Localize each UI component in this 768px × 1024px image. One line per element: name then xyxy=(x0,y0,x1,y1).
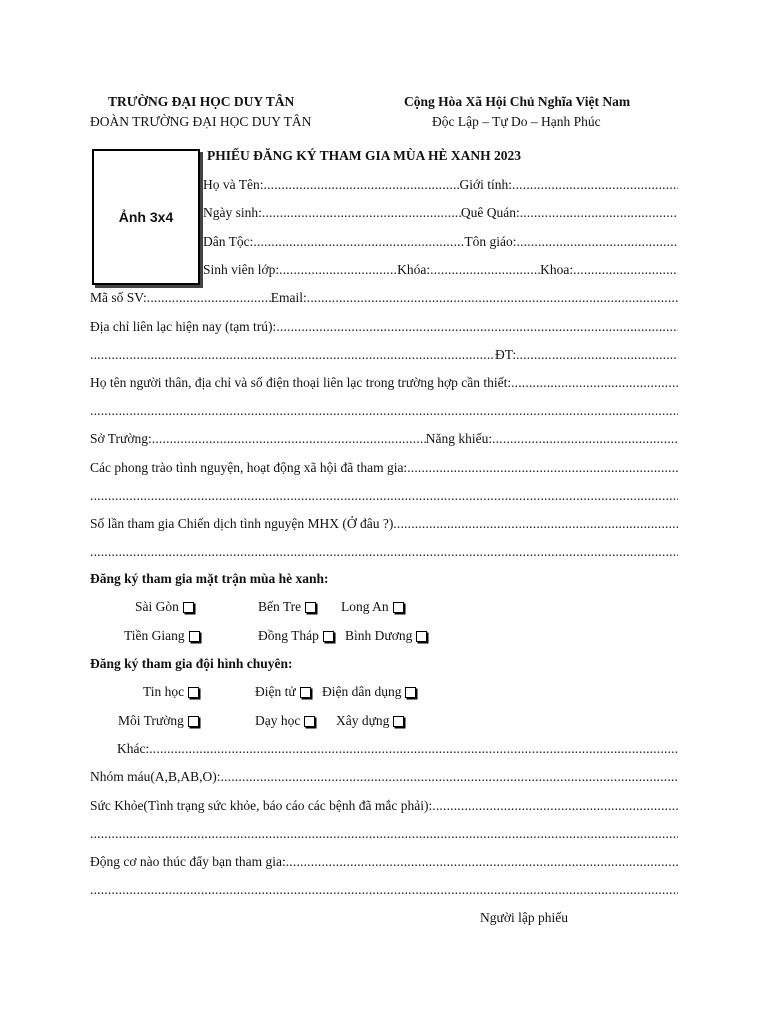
checkbox[interactable] xyxy=(183,602,194,613)
activities-label: Các phong trào tình nguyện, hoạt động xã hội đã tham gia: xyxy=(90,460,408,475)
full-name-label: Họ và Tên: xyxy=(203,177,264,192)
checkbox[interactable] xyxy=(304,716,315,727)
checkbox[interactable] xyxy=(405,687,416,698)
checkbox[interactable] xyxy=(300,687,311,698)
front-option-label: Long An xyxy=(341,599,389,614)
hometown-label: Quê Quán: xyxy=(460,205,520,220)
phone-field[interactable] xyxy=(516,346,678,364)
front-option-label: Đồng Tháp xyxy=(258,628,319,643)
row-dob-hometown xyxy=(203,204,678,222)
front-heading: Đăng ký tham gia mặt trận mùa hè xanh: xyxy=(90,571,329,586)
team-option-label: Điện dân dụng xyxy=(322,684,402,699)
team-option-diendandung[interactable] xyxy=(322,683,416,701)
other-field[interactable] xyxy=(149,740,678,758)
row-activities-cont xyxy=(90,487,678,505)
checkbox[interactable] xyxy=(189,631,200,642)
front-option-bentre[interactable] xyxy=(258,598,316,616)
form-title: PHIẾU ĐĂNG KÝ THAM GIA MÙA HÈ XANH 2023 xyxy=(207,148,522,163)
row-other xyxy=(117,740,678,758)
campaign-count-field-cont[interactable] xyxy=(90,543,678,561)
campaign-count-field[interactable] xyxy=(393,515,678,533)
photo-placeholder xyxy=(92,149,200,285)
photo-label: Ảnh 3x4 xyxy=(118,209,174,225)
row-student-id-email xyxy=(90,289,678,307)
team-option-tinhoc[interactable] xyxy=(143,683,199,701)
blood-type-field[interactable] xyxy=(221,768,679,786)
strength-label: Sở Trường: xyxy=(90,431,152,446)
checkbox[interactable] xyxy=(416,631,427,642)
dob-label: Ngày sinh: xyxy=(203,205,262,220)
relative-label: Họ tên người thân, địa chỉ và số điện thoại liên lạc trong trường hợp cần thiết: xyxy=(90,375,512,390)
team-option-label: Dạy học xyxy=(255,713,301,728)
ethnicity-field[interactable] xyxy=(253,233,464,251)
front-option-label: Bến Tre xyxy=(258,599,302,614)
relative-field[interactable] xyxy=(511,374,678,392)
national-title: Cộng Hòa Xã Hội Chủ Nghĩa Việt Nam xyxy=(404,94,631,109)
activities-field-cont[interactable] xyxy=(90,487,678,505)
checkbox[interactable] xyxy=(188,716,199,727)
address-field[interactable] xyxy=(276,318,678,336)
faculty-field[interactable] xyxy=(573,261,678,279)
student-id-label: Mã số SV: xyxy=(90,290,147,305)
team-option-xaydung[interactable] xyxy=(336,712,404,730)
strength-field[interactable] xyxy=(152,430,426,448)
school-name: TRƯỜNG ĐẠI HỌC DUY TÂN xyxy=(108,94,295,109)
class-field[interactable] xyxy=(279,261,397,279)
row-motivation xyxy=(90,853,678,871)
team-option-dientu[interactable] xyxy=(255,683,311,701)
row-name-gender xyxy=(203,176,678,194)
email-field[interactable] xyxy=(307,289,678,307)
row-relative-cont xyxy=(90,402,678,420)
faculty-label: Khoa: xyxy=(540,262,574,277)
talent-field[interactable] xyxy=(492,430,678,448)
health-label: Sức Khỏe(Tình trạng sức khỏe, báo cáo các bệnh đã mắc phải): xyxy=(90,798,433,813)
full-name-field[interactable] xyxy=(264,176,460,194)
gender-field[interactable] xyxy=(512,176,678,194)
team-option-label: Môi Trường xyxy=(118,713,184,728)
row-address-phone xyxy=(90,346,678,364)
class-label: Sinh viên lớp: xyxy=(203,262,280,277)
checkbox[interactable] xyxy=(393,716,404,727)
row-blood-type xyxy=(90,768,678,786)
row-class-course-faculty xyxy=(203,261,678,279)
front-option-tiengiang[interactable] xyxy=(124,627,200,645)
front-option-dongthap[interactable] xyxy=(258,627,334,645)
course-label: Khóa: xyxy=(397,262,431,277)
row-strength-talent xyxy=(90,430,678,448)
address-label: Địa chỉ liên lạc hiện nay (tạm trú): xyxy=(90,319,277,334)
gender-label: Giới tính: xyxy=(459,177,513,192)
team-heading: Đăng ký tham gia đội hình chuyên: xyxy=(90,656,293,671)
row-relative xyxy=(90,374,678,392)
talent-label: Năng khiếu: xyxy=(425,431,493,446)
activities-field[interactable] xyxy=(407,459,678,477)
relative-field-cont[interactable] xyxy=(90,402,678,420)
student-id-field[interactable] xyxy=(147,289,271,307)
religion-field[interactable] xyxy=(517,233,679,251)
phone-label: ĐT: xyxy=(495,347,517,362)
national-motto: Độc Lập – Tự Do – Hạnh Phúc xyxy=(432,114,601,129)
front-option-binhduong[interactable] xyxy=(345,627,427,645)
row-campaign-count xyxy=(90,515,678,533)
row-address xyxy=(90,318,678,336)
checkbox[interactable] xyxy=(393,602,404,613)
row-motivation-cont xyxy=(90,881,678,899)
team-option-label: Điện tử xyxy=(255,684,296,699)
motivation-field[interactable] xyxy=(286,853,678,871)
checkbox[interactable] xyxy=(188,687,199,698)
front-option-label: Bình Dương xyxy=(345,628,413,643)
team-option-moitruong[interactable] xyxy=(118,712,199,730)
team-option-dayhoc[interactable] xyxy=(255,712,315,730)
front-option-label: Tiền Giang xyxy=(124,628,185,643)
health-field[interactable] xyxy=(432,797,678,815)
signature-label: Người lập phiếu xyxy=(480,910,568,925)
address-field-cont[interactable] xyxy=(90,346,495,364)
campaign-count-label: Số lần tham gia Chiến dịch tình nguyện MHX (Ở đâu ?) xyxy=(90,516,394,531)
checkbox[interactable] xyxy=(323,631,334,642)
dob-field[interactable] xyxy=(262,204,461,222)
row-activities xyxy=(90,459,678,477)
front-option-label: Sài Gòn xyxy=(135,599,179,614)
front-option-longan[interactable] xyxy=(341,598,404,616)
blood-type-label: Nhóm máu(A,B,AB,O): xyxy=(90,769,221,784)
row-campaign-count-cont xyxy=(90,543,678,561)
motivation-field-cont[interactable] xyxy=(90,881,678,899)
religion-label: Tôn giáo: xyxy=(464,234,517,249)
course-field[interactable] xyxy=(430,261,540,279)
team-option-label: Tin học xyxy=(143,684,185,699)
ethnicity-label: Dân Tộc: xyxy=(203,234,254,249)
union-name: ĐOÀN TRƯỜNG ĐẠI HỌC DUY TÂN xyxy=(90,114,312,129)
hometown-field[interactable] xyxy=(520,204,678,222)
team-option-label: Xây dựng xyxy=(336,713,390,728)
checkbox[interactable] xyxy=(305,602,316,613)
other-label: Khác: xyxy=(117,741,150,756)
front-option-saigon[interactable] xyxy=(135,598,194,616)
motivation-label: Động cơ nào thúc đẩy bạn tham gia: xyxy=(90,854,286,869)
row-ethnicity-religion xyxy=(203,233,678,251)
row-health xyxy=(90,797,678,815)
row-health-cont xyxy=(90,825,678,843)
health-field-cont[interactable] xyxy=(90,825,678,843)
email-label: Email: xyxy=(270,290,307,305)
